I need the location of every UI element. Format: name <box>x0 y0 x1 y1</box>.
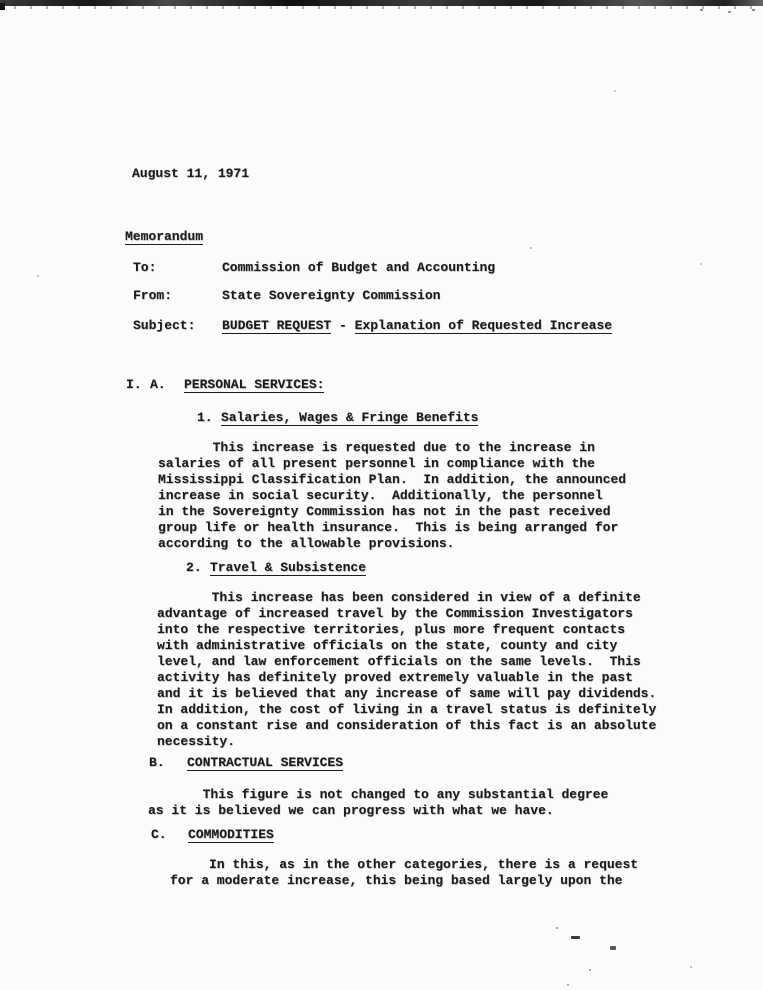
scan-noise-ticks <box>0 6 763 9</box>
section-c-title <box>188 827 274 843</box>
section-b-paragraph <box>148 787 608 819</box>
item-1-paragraph <box>158 440 626 552</box>
section-b-marker: B. <box>149 755 165 770</box>
scan-speck <box>556 927 558 929</box>
scan-speck <box>690 966 692 968</box>
scan-speck <box>614 90 616 92</box>
item-1-title <box>221 410 478 426</box>
from-value: State Sovereignty Commission <box>222 288 441 303</box>
scan-speck <box>728 11 731 13</box>
text-line: group life or health insurance. This is being arranged for <box>158 520 619 535</box>
section-c-marker: C. <box>151 827 167 842</box>
scan-speck <box>567 984 569 986</box>
text-line: in the Sovereignty Commission has not in the past received <box>158 504 611 519</box>
item-2-paragraph <box>157 590 656 750</box>
scan-speck <box>530 247 532 249</box>
memo-title-text: Memorandum <box>125 229 204 244</box>
text-line: increase in social security. Additionally, the personnel <box>158 488 603 503</box>
item-2-number: 2. <box>186 560 202 575</box>
text-line: into the respective territories, plus more frequent contacts <box>157 622 626 637</box>
item-1-title-text: Salaries, Wages & Fringe Benefits <box>221 410 479 425</box>
date-line: August 11, 1971 <box>132 166 250 181</box>
text-line: salaries of all present personnel in compliance with the <box>158 456 595 471</box>
item-2-title-text: Travel & Subsistence <box>210 560 367 575</box>
text-line: This increase has been considered in view of a definite <box>157 590 641 605</box>
scan-speck <box>700 9 703 11</box>
text-line: advantage of increased travel by the Commission Investigators <box>157 606 633 621</box>
text-line: necessity. <box>157 734 236 749</box>
to-label: To: <box>133 260 157 275</box>
subject-value <box>222 318 612 334</box>
section-a-title-text: PERSONAL SERVICES: <box>184 377 325 392</box>
text-line: according to the allowable provisions. <box>158 536 455 551</box>
text-line: In addition, the cost of living in a travel status is definitely <box>157 702 657 717</box>
scan-speck <box>37 275 39 277</box>
from-label: From: <box>133 288 173 303</box>
scan-speck <box>589 969 591 971</box>
item-2-title <box>210 560 366 576</box>
text-line: as it is believed we can progress with what we have. <box>148 803 554 818</box>
text-line: This figure is not changed to any substantial degree <box>148 787 609 802</box>
subject-separator: - <box>331 318 355 333</box>
section-b-title-text: CONTRACTUAL SERVICES <box>187 755 344 770</box>
text-line: Mississippi Classification Plan. In addition, the announced <box>158 472 627 487</box>
subject-label: Subject: <box>133 318 196 333</box>
section-c-paragraph <box>170 857 638 889</box>
item-1-number: 1. <box>197 410 213 425</box>
text-line: level, and law enforcement officials on the same levels. This <box>157 654 641 669</box>
text-line: In this, as in the other categories, there is a request <box>170 857 639 872</box>
section-a-marker: A. <box>150 377 166 392</box>
text-line: This increase is requested due to the increase in <box>158 440 595 455</box>
text-line: for a moderate increase, this being based largely upon the <box>170 873 623 888</box>
text-line: and it is believed that any increase of same will pay dividends. <box>157 686 657 701</box>
text-line: on a constant rise and consideration of this fact is an absolute <box>157 718 657 733</box>
outline-roman-marker: I. <box>126 377 142 392</box>
scan-speck <box>752 9 755 11</box>
text-line: with administrative officials on the state, county and city <box>157 638 618 653</box>
to-value: Commission of Budget and Accounting <box>222 260 496 275</box>
subject-part1: BUDGET REQUEST <box>222 318 332 333</box>
section-a-title <box>184 377 324 393</box>
section-b-title <box>187 755 343 771</box>
scan-speck <box>700 263 702 265</box>
subject-part2: Explanation of Requested Increase <box>354 318 613 333</box>
text-line: activity has definitely proved extremely valuable in the past <box>157 670 633 685</box>
memo-title <box>125 229 203 245</box>
scan-speck <box>571 936 580 939</box>
scan-corner-artifact <box>0 3 5 10</box>
section-c-title-text: COMMODITIES <box>188 827 274 842</box>
scan-speck <box>610 946 616 950</box>
